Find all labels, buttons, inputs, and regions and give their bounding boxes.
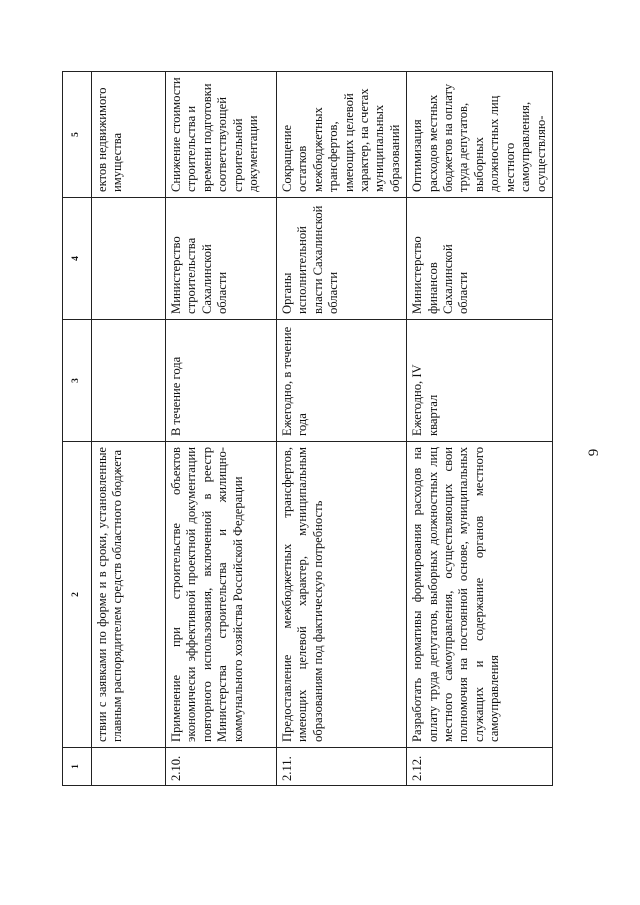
row-deadline: В течение года — [166, 320, 277, 442]
row-measure: ствии с заявками по форме и в сроки, установленные главным распорядителем средств областного бюджета — [92, 442, 166, 748]
table-row — [407, 72, 553, 786]
row-result: Сокращение остатков межбюджетных трансфертов, имеющих целевой характер, на счетах муниципальных образований — [277, 72, 407, 198]
row-executor: Органы исполнительной власти Сахалинской области — [277, 198, 407, 320]
measures-table-wrapper — [62, 71, 553, 786]
measures-table — [62, 71, 553, 786]
header-col-1: 1 — [63, 748, 92, 786]
header-row — [63, 72, 92, 786]
row-deadline — [92, 320, 166, 442]
table-row — [277, 72, 407, 786]
row-measure: Разработать нормативы формирования расходов на оплату труда депутатов, выборных должностных лиц местного самоуправления, осуществляющих свои полномочия на постоянной основе, муниципальных служащих и содержание органов местного самоуправления — [407, 442, 553, 748]
row-measure: Предоставление межбюджетных трансфертов, имеющих целевой характер, муниципальным образованиям под фактическую потребность — [277, 442, 407, 748]
row-number: 2.11. — [277, 748, 407, 786]
row-executor: Министерство строительства Сахалинской области — [166, 198, 277, 320]
table-row — [166, 72, 277, 786]
row-result: ектов недвижимого имущества — [92, 72, 166, 198]
page-number: 9 — [586, 448, 602, 457]
header-col-3: 3 — [63, 320, 92, 442]
row-deadline: Ежегодно, IV квартал — [407, 320, 553, 442]
row-result: Снижение стоимости строительства и времени подготовки соответствующей строительной документации — [166, 72, 277, 198]
row-executor: Министерство финансов Сахалинской области — [407, 198, 553, 320]
row-measure: Применение при строительстве объектов экономически эффективной проектной документации повторного использования, включенной в реестр Министерства строительства и жилищно-коммунального хозяйства Российской Федерации — [166, 442, 277, 748]
row-number: 2.12. — [407, 748, 553, 786]
row-deadline: Ежегодно, в течение года — [277, 320, 407, 442]
row-number: 2.10. — [166, 748, 277, 786]
row-result: Оптимизация расходов местных бюджетов на оплату труда депутатов, выборных должностных лиц местного самоуправления, осуществляю- — [407, 72, 553, 198]
header-col-5: 5 — [63, 72, 92, 198]
header-col-2: 2 — [63, 442, 92, 748]
row-number — [92, 748, 166, 786]
row-executor — [92, 198, 166, 320]
header-col-4: 4 — [63, 198, 92, 320]
table-row — [92, 72, 166, 786]
